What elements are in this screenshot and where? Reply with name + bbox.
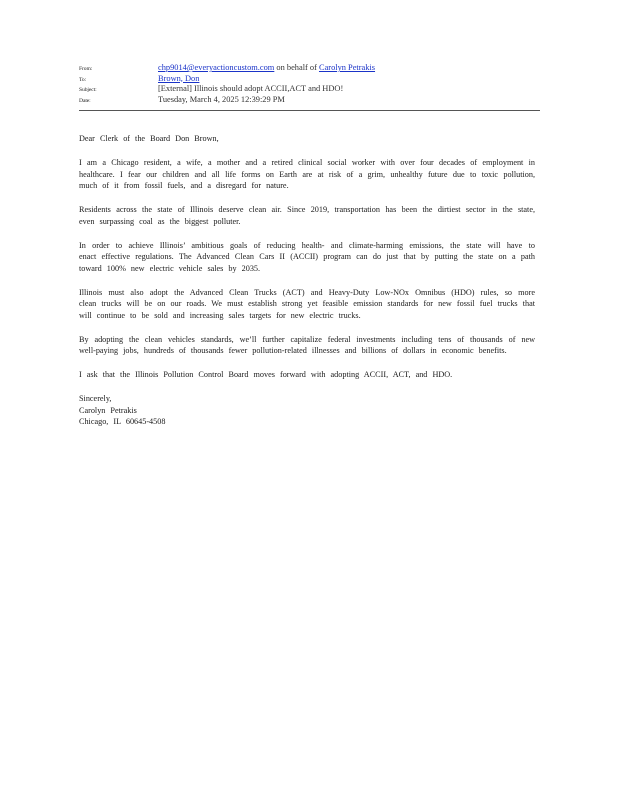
paragraph-1: I am a Chicago resident, a wife, a mother and a retired clinical social worker with over four decades of employment in healthcare. I fear our children and all life forms on Earth are at risk of a grim, unhealthy future due to toxic pollution, much of it from fossil fuels, and a disregard for nature. [79, 158, 535, 190]
signer-name: Carolyn Petrakis [79, 405, 137, 415]
from-row [79, 63, 539, 74]
letter-body [79, 133, 535, 440]
date-row [79, 95, 539, 106]
date-value: Tuesday, March 4, 2025 12:39:29 PM [158, 94, 285, 104]
date-label: Date: [79, 97, 91, 104]
paragraph-3: In order to achieve Illinois’ ambitious goals of reducing health- and climate-harming emissions, the state will have to enact effective regulations. The Advanced Clean Cars II (ACCII) program can do just that by putting the state on a path toward 100% new electric vehicle sales by 2035. [79, 240, 535, 273]
salutation: Dear Clerk of the Board Don Brown, [79, 134, 219, 143]
paragraph-6: I ask that the Illinois Pollution Control Board moves forward with adopting ACCII, ACT, and HDO. [79, 370, 453, 379]
to-label: To: [79, 76, 87, 83]
from-on-behalf-text: on behalf of [276, 63, 317, 72]
paragraph-4: Illinois must also adopt the Advanced Clean Trucks (ACT) and Heavy-Duty Low-NOx Omnibus (HDO) rules, so more clean trucks will be on our roads. We must establish strong yet feasible emission standards for new fossil fuel trucks that will continue to be sold and increasing sales targets for new electric trucks. [79, 287, 535, 320]
from-value [158, 63, 375, 74]
to-name-link[interactable]: Brown, Don [158, 73, 200, 83]
email-header [79, 63, 539, 105]
paragraph-2: Residents across the state of Illinois deserve clean air. Since 2019, transportation has been the dirtiest sector in the state, even surpassing coal as the biggest polluter. [79, 205, 535, 226]
from-name-link[interactable]: Carolyn Petrakis [318, 63, 376, 72]
paragraph-5: By adopting the clean vehicles standards, we’ll further capitalize federal investments including tens of thousands of new well-paying jobs, hundreds of thousands fewer pollution-related illnesses and billions of dollars in economic benefits. [79, 334, 535, 355]
subject-label: Subject: [79, 87, 97, 93]
signer-location: Chicago, IL 60645-4508 [79, 417, 166, 426]
closing: Sincerely, [79, 394, 112, 403]
subject-row [79, 84, 539, 95]
signature-block [79, 393, 535, 428]
subject-value: [External] Illinois should adopt ACCII,ACT and HDO! [158, 84, 344, 93]
from-label: From: [79, 66, 93, 72]
to-row [79, 74, 539, 85]
header-divider [79, 110, 540, 111]
from-email-link[interactable]: chp9014@everyactioncustom.com [158, 63, 275, 72]
